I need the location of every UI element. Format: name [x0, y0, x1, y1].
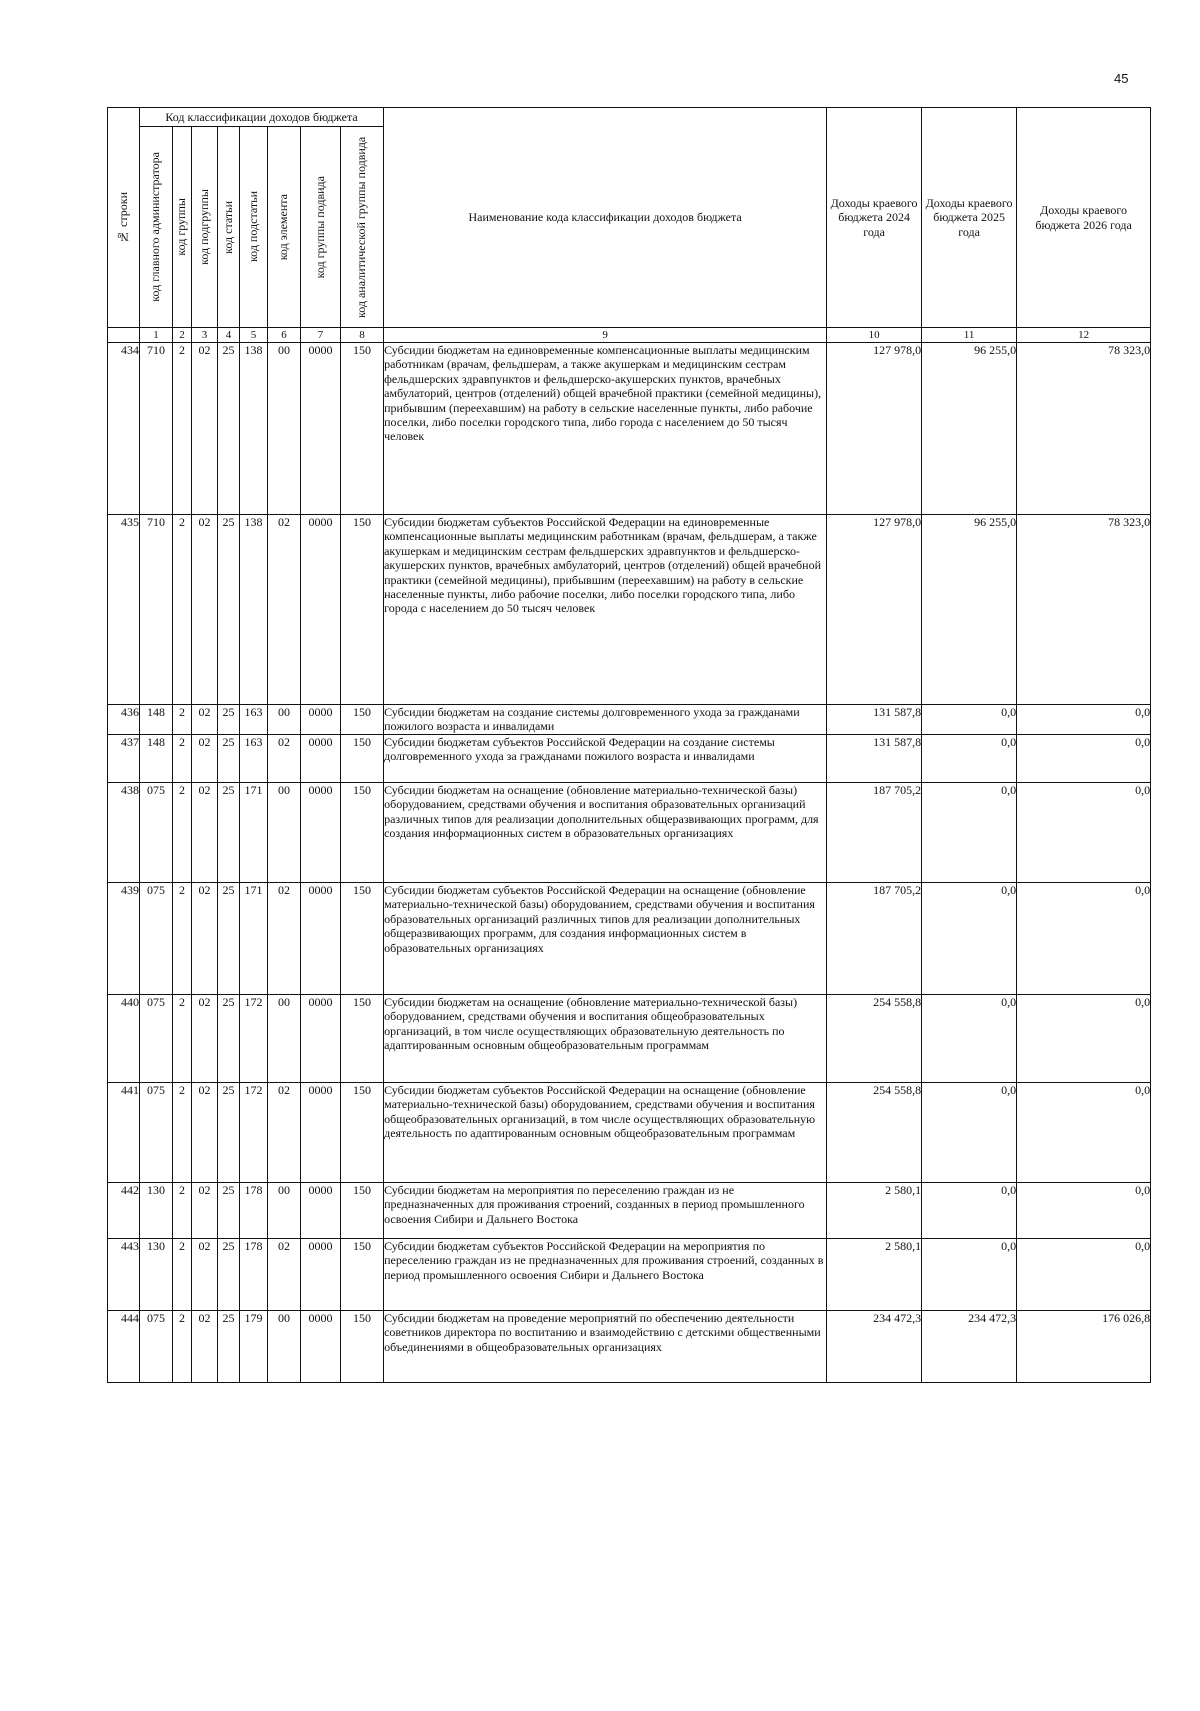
revenue-2024: 127 978,0 [827, 343, 922, 515]
revenue-2026: 0,0 [1017, 1239, 1151, 1311]
revenue-code-name: Субсидии бюджетам субъектов Российской Федерации на создание системы долговременного ухода за гражданами пожилого возраста и инвалидами [384, 735, 827, 783]
code-group: 2 [173, 995, 192, 1083]
code-article: 25 [218, 1183, 240, 1239]
header-code-subarticle [240, 127, 268, 328]
code-group: 2 [173, 1083, 192, 1183]
header-code-article [218, 127, 240, 328]
code-subarticle: 178 [240, 1183, 268, 1239]
revenue-2026: 0,0 [1017, 783, 1151, 883]
code-element: 00 [268, 995, 301, 1083]
revenue-2026: 0,0 [1017, 1083, 1151, 1183]
revenue-2025: 0,0 [922, 1183, 1017, 1239]
column-number: 4 [218, 328, 240, 343]
code-analytic-group: 150 [341, 995, 384, 1083]
table-row [108, 1083, 1151, 1183]
column-number: 1 [140, 328, 173, 343]
header-code-subtype-group [301, 127, 341, 328]
revenue-code-name: Субсидии бюджетам субъектов Российской Федерации на единовременные компенсационные выплаты медицинским работникам (врачам, фельдшерам, а также акушеркам и медицинским сестрам фельдшерских здравпунктов и фельдшерско-акушерских пунктов, врачебных амбулаторий, центров (отделений) общей врачебной практики (семейной медицины), прибывшим (переехавшим) на работу в сельские населенные пункты, либо рабочие поселки, либо поселки городского типа, либо города с населением до 50 тысяч человек [384, 515, 827, 705]
revenue-2024: 131 587,8 [827, 705, 922, 735]
revenue-2024: 187 705,2 [827, 883, 922, 995]
code-admin: 075 [140, 883, 173, 995]
header-code-group: Код классификации доходов бюджета [140, 108, 384, 127]
code-group: 2 [173, 883, 192, 995]
code-admin: 148 [140, 705, 173, 735]
code-group: 2 [173, 515, 192, 705]
code-group: 2 [173, 735, 192, 783]
code-article: 25 [218, 1239, 240, 1311]
table-row [108, 1311, 1151, 1383]
code-analytic-group: 150 [341, 705, 384, 735]
code-analytic-group: 150 [341, 735, 384, 783]
code-element: 02 [268, 883, 301, 995]
revenue-code-name: Субсидии бюджетам субъектов Российской Федерации на оснащение (обновление материально-технической базы) оборудованием, средствами обучения и воспитания образовательных организаций различных типов для реализации дополнительных общеразвивающих программ, для создания информационных систем в образовательных организациях [384, 883, 827, 995]
column-number: 9 [384, 328, 827, 343]
header-code-subarticle-label: код подстатьи [245, 191, 260, 263]
code-subarticle: 171 [240, 883, 268, 995]
table-row [108, 995, 1151, 1083]
table-row [108, 1183, 1151, 1239]
column-number: 3 [192, 328, 218, 343]
code-subtype-group: 0000 [301, 705, 341, 735]
code-group: 2 [173, 1311, 192, 1383]
code-analytic-group: 150 [341, 783, 384, 883]
table-row [108, 343, 1151, 515]
code-subgroup: 02 [192, 1183, 218, 1239]
revenue-2026: 0,0 [1017, 883, 1151, 995]
revenue-code-name: Субсидии бюджетам на проведение мероприятий по обеспечению деятельности советников директора по воспитанию и взаимодействию с детскими общественными объединениями в общеобразовательных организациях [384, 1311, 827, 1383]
header-code-admin [140, 127, 173, 328]
code-analytic-group: 150 [341, 1083, 384, 1183]
column-number: 8 [341, 328, 384, 343]
code-subtype-group: 0000 [301, 995, 341, 1083]
code-element: 02 [268, 1239, 301, 1311]
revenue-2024: 2 580,1 [827, 1183, 922, 1239]
code-admin: 710 [140, 515, 173, 705]
code-subgroup: 02 [192, 1311, 218, 1383]
code-subgroup: 02 [192, 995, 218, 1083]
code-subgroup: 02 [192, 705, 218, 735]
header-code-subtype-group-label: код группы подвида [312, 175, 327, 279]
code-subtype-group: 0000 [301, 515, 341, 705]
header-code-element [268, 127, 301, 328]
code-element: 00 [268, 705, 301, 735]
code-admin: 130 [140, 1239, 173, 1311]
revenue-2025: 234 472,3 [922, 1311, 1017, 1383]
code-subtype-group: 0000 [301, 1083, 341, 1183]
code-admin: 130 [140, 1183, 173, 1239]
revenue-2025: 0,0 [922, 735, 1017, 783]
header-row-no [108, 108, 140, 328]
revenue-code-name: Субсидии бюджетам на оснащение (обновление материально-технической базы) оборудованием, средствами обучения и воспитания общеобразовательных организаций, в том числе осуществляющих образовательную деятельность по адаптированным основным общеобразовательным программам [384, 995, 827, 1083]
code-article: 25 [218, 783, 240, 883]
code-admin: 075 [140, 1311, 173, 1383]
header-code-article-label: код статьи [220, 200, 235, 254]
revenue-2024: 2 580,1 [827, 1239, 922, 1311]
revenue-code-name: Субсидии бюджетам субъектов Российской Федерации на мероприятия по переселению граждан из не предназначенных для проживания строений, созданных в период промышленного освоения Сибири и Дальнего Востока [384, 1239, 827, 1311]
code-subarticle: 178 [240, 1239, 268, 1311]
revenue-code-name: Субсидии бюджетам субъектов Российской Федерации на оснащение (обновление материально-технической базы) оборудованием, средствами обучения и воспитания общеобразовательных организаций, в том числе осуществляющих образовательную деятельность по адаптированным основным общеобразовательным программам [384, 1083, 827, 1183]
column-number: 11 [922, 328, 1017, 343]
code-subtype-group: 0000 [301, 1311, 341, 1383]
code-element: 02 [268, 735, 301, 783]
revenue-2025: 0,0 [922, 783, 1017, 883]
code-element: 02 [268, 1083, 301, 1183]
code-admin: 075 [140, 995, 173, 1083]
column-number: 2 [173, 328, 192, 343]
revenue-2024: 127 978,0 [827, 515, 922, 705]
header-row-no-label: № строки [115, 191, 130, 244]
header-code-analytic-group [341, 127, 384, 328]
table-row [108, 883, 1151, 995]
code-admin: 075 [140, 783, 173, 883]
code-element: 02 [268, 515, 301, 705]
code-article: 25 [218, 343, 240, 515]
revenue-2025: 0,0 [922, 883, 1017, 995]
row-number: 441 [108, 1083, 140, 1183]
revenue-2025: 0,0 [922, 705, 1017, 735]
row-number: 442 [108, 1183, 140, 1239]
revenue-2026: 78 323,0 [1017, 343, 1151, 515]
code-subtype-group: 0000 [301, 735, 341, 783]
code-subarticle: 163 [240, 735, 268, 783]
header-code-element-label: код элемента [276, 193, 291, 261]
row-number: 443 [108, 1239, 140, 1311]
code-admin: 148 [140, 735, 173, 783]
row-number: 435 [108, 515, 140, 705]
revenue-2026: 0,0 [1017, 1183, 1151, 1239]
code-analytic-group: 150 [341, 1239, 384, 1311]
table-row [108, 515, 1151, 705]
code-analytic-group: 150 [341, 883, 384, 995]
column-number-row [108, 328, 1151, 343]
header-code-analytic-group-label: код аналитической группы подвида [354, 136, 369, 318]
code-group: 2 [173, 705, 192, 735]
header-name: Наименование кода классификации доходов бюджета [384, 108, 827, 328]
revenue-2025: 0,0 [922, 1083, 1017, 1183]
code-group: 2 [173, 343, 192, 515]
column-number: 12 [1017, 328, 1151, 343]
row-number: 440 [108, 995, 140, 1083]
header-code-subgroup-label: код подгруппы [196, 189, 211, 265]
revenue-2025: 0,0 [922, 995, 1017, 1083]
header-sum-2024: Доходы краевого бюджета 2024 года [827, 108, 922, 328]
revenue-2024: 131 587,8 [827, 735, 922, 783]
code-subarticle: 179 [240, 1311, 268, 1383]
code-article: 25 [218, 1083, 240, 1183]
code-subgroup: 02 [192, 883, 218, 995]
revenue-2025: 96 255,0 [922, 343, 1017, 515]
code-subarticle: 138 [240, 343, 268, 515]
revenue-2026: 0,0 [1017, 705, 1151, 735]
table-row [108, 735, 1151, 783]
row-number: 437 [108, 735, 140, 783]
code-article: 25 [218, 515, 240, 705]
code-subarticle: 172 [240, 1083, 268, 1183]
code-subtype-group: 0000 [301, 883, 341, 995]
row-number: 436 [108, 705, 140, 735]
code-article: 25 [218, 883, 240, 995]
code-group: 2 [173, 1239, 192, 1311]
revenue-2024: 254 558,8 [827, 1083, 922, 1183]
code-article: 25 [218, 705, 240, 735]
header-code-group-label: код группы [174, 198, 189, 256]
code-subgroup: 02 [192, 783, 218, 883]
code-subgroup: 02 [192, 1083, 218, 1183]
code-analytic-group: 150 [341, 1311, 384, 1383]
code-admin: 710 [140, 343, 173, 515]
row-number: 434 [108, 343, 140, 515]
revenue-2024: 187 705,2 [827, 783, 922, 883]
code-subtype-group: 0000 [301, 1183, 341, 1239]
code-subarticle: 171 [240, 783, 268, 883]
column-number: 7 [301, 328, 341, 343]
code-subtype-group: 0000 [301, 1239, 341, 1311]
revenue-2026: 0,0 [1017, 735, 1151, 783]
code-subarticle: 172 [240, 995, 268, 1083]
page-number: 45 [1114, 71, 1129, 86]
row-number: 438 [108, 783, 140, 883]
code-subtype-group: 0000 [301, 783, 341, 883]
revenue-2025: 0,0 [922, 1239, 1017, 1311]
header-sum-2026: Доходы краевого бюджета 2026 года [1017, 108, 1151, 328]
code-analytic-group: 150 [341, 515, 384, 705]
code-element: 00 [268, 1183, 301, 1239]
row-number: 444 [108, 1311, 140, 1383]
code-element: 00 [268, 783, 301, 883]
revenue-2026: 176 026,8 [1017, 1311, 1151, 1383]
revenue-2024: 254 558,8 [827, 995, 922, 1083]
revenue-code-name: Субсидии бюджетам на оснащение (обновление материально-технической базы) оборудованием, средствами обучения и воспитания образовательных организаций различных типов для реализации дополнительных общеразвивающих программ, для создания информационных систем в образовательных организациях [384, 783, 827, 883]
code-subgroup: 02 [192, 515, 218, 705]
column-number: 10 [827, 328, 922, 343]
code-group: 2 [173, 783, 192, 883]
revenue-2025: 96 255,0 [922, 515, 1017, 705]
revenue-code-name: Субсидии бюджетам на мероприятия по переселению граждан из не предназначенных для проживания строений, созданных в период промышленного освоения Сибири и Дальнего Востока [384, 1183, 827, 1239]
code-subgroup: 02 [192, 1239, 218, 1311]
table-row [108, 1239, 1151, 1311]
code-article: 25 [218, 995, 240, 1083]
revenue-2026: 0,0 [1017, 995, 1151, 1083]
code-subgroup: 02 [192, 343, 218, 515]
revenue-code-name: Субсидии бюджетам на единовременные компенсационные выплаты медицинским работникам (врачам, фельдшерам, а также акушеркам и медицинским сестрам фельдшерских здравпунктов и фельдшерско-акушерских пунктов, врачебных амбулаторий, центров (отделений) общей врачебной практики (семейной медицины), прибывшим (переехавшим) на работу в сельские населенные пункты, либо рабочие поселки, либо поселки городского типа, либо города с населением до 50 тысяч человек [384, 343, 827, 515]
row-number: 439 [108, 883, 140, 995]
code-element: 00 [268, 1311, 301, 1383]
revenue-2026: 78 323,0 [1017, 515, 1151, 705]
column-number: 6 [268, 328, 301, 343]
code-subarticle: 163 [240, 705, 268, 735]
header-code-admin-label: код главного администратора [148, 152, 163, 302]
column-number [108, 328, 140, 343]
code-analytic-group: 150 [341, 1183, 384, 1239]
code-subgroup: 02 [192, 735, 218, 783]
code-element: 00 [268, 343, 301, 515]
code-article: 25 [218, 1311, 240, 1383]
revenue-code-name: Субсидии бюджетам на создание системы долговременного ухода за гражданами пожилого возраста и инвалидами [384, 705, 827, 735]
table-row [108, 705, 1151, 735]
header-code-subgroup [192, 127, 218, 328]
header-code-group-col [173, 127, 192, 328]
table-row [108, 783, 1151, 883]
budget-revenue-table [107, 107, 1151, 1383]
code-analytic-group: 150 [341, 343, 384, 515]
code-article: 25 [218, 735, 240, 783]
code-admin: 075 [140, 1083, 173, 1183]
code-subtype-group: 0000 [301, 343, 341, 515]
code-subarticle: 138 [240, 515, 268, 705]
column-number: 5 [240, 328, 268, 343]
revenue-2024: 234 472,3 [827, 1311, 922, 1383]
header-sum-2025: Доходы краевого бюджета 2025 года [922, 108, 1017, 328]
code-group: 2 [173, 1183, 192, 1239]
